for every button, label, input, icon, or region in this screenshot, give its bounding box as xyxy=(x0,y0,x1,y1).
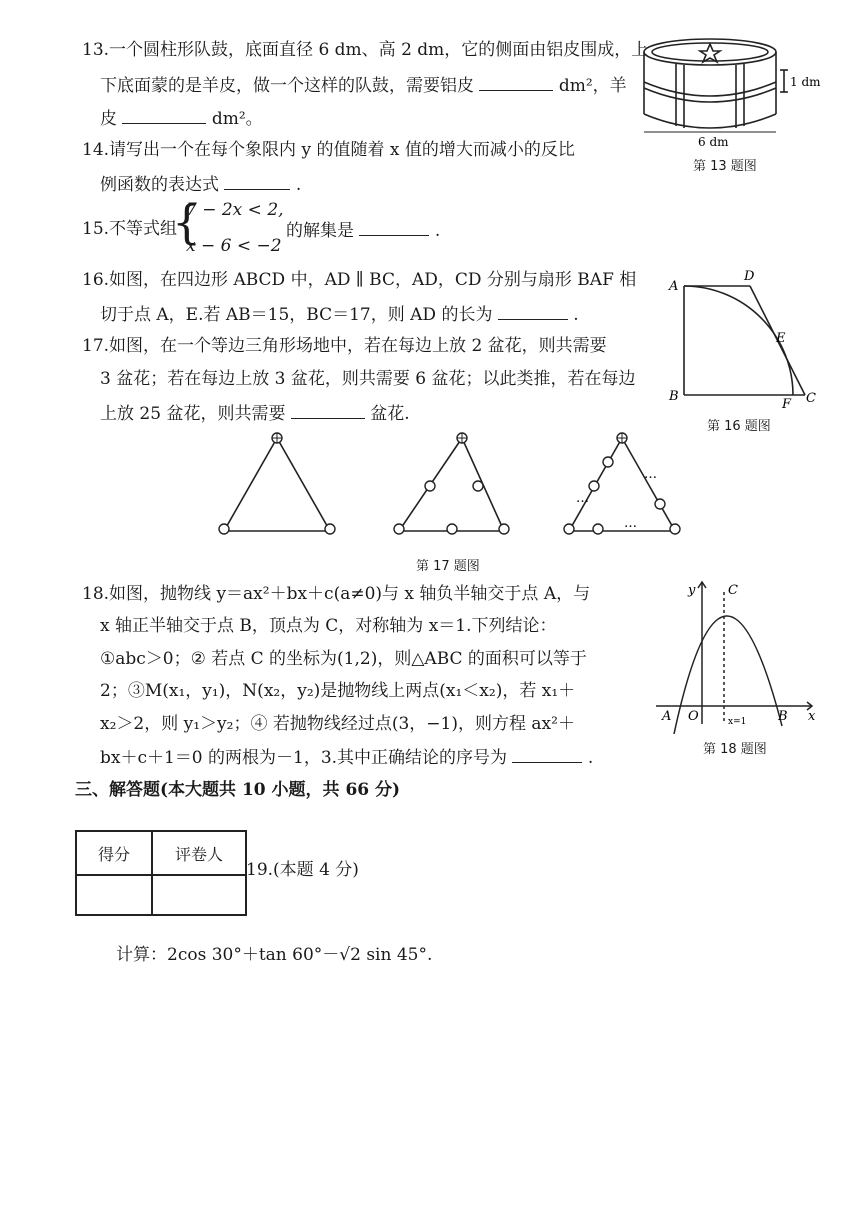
q18-end: . xyxy=(587,748,594,768)
q15-suffix-line xyxy=(286,219,440,241)
q18-caption: 第 18 题图 xyxy=(703,742,767,757)
q13-line3-unit: dm²。 xyxy=(211,109,263,129)
q17-flower xyxy=(219,524,229,534)
q16-label-B: B xyxy=(669,389,679,404)
q17-flower xyxy=(655,499,665,509)
q13-line2-unit: dm²，羊 xyxy=(558,76,627,96)
q18-label-y: y xyxy=(688,583,696,598)
q17-line2: 3 盆花；若在每边上放 3 盆花，则共需要 6 盆花；以此类推，若在每边 xyxy=(100,369,636,389)
q14-line2-text: 例函数的表达式 xyxy=(100,175,219,195)
q18-label-A: A xyxy=(662,709,672,724)
q17-ellipsis-right: … xyxy=(644,467,657,482)
q16-label-E: E xyxy=(776,331,786,346)
q17-ellipsis-bottom: … xyxy=(624,516,637,531)
q17-ellipsis-left: … xyxy=(576,491,589,506)
q13-diameter-label: 6 dm xyxy=(698,135,729,146)
q15-end: . xyxy=(434,221,441,241)
q18-label-x: x xyxy=(808,709,816,724)
q14-answer-blank[interactable] xyxy=(224,173,290,190)
q17-flower xyxy=(447,524,457,534)
q18-axis-label: x=1 xyxy=(728,717,747,727)
q13-line1: 13.一个圆柱形队鼓，底面直径 6 dm、高 2 dm，它的侧面由铝皮围成，上 xyxy=(82,40,649,60)
q17-answer-blank[interactable] xyxy=(291,402,365,419)
q16-line2-text: 切于点 A，E.若 AB＝15，BC＝17，则 AD 的长为 xyxy=(100,305,493,325)
q16-label-C: C xyxy=(806,391,816,406)
q15-ineq-2: x − 6 < −2 xyxy=(186,236,282,256)
q13-caption: 第 13 题图 xyxy=(693,159,757,174)
q18-line1: 18.如图，抛物线 y＝ax²＋bx＋c(a≠0)与 x 轴负半轴交于点 A，与 xyxy=(82,584,591,604)
q18-line6-text: bx＋c＋1＝0 的两根为－1，3.其中正确结论的序号为 xyxy=(100,748,508,768)
q13-line2 xyxy=(100,74,627,96)
q16-end: . xyxy=(573,305,579,325)
q15-suffix: 的解集是 xyxy=(286,221,354,241)
q17-flower xyxy=(593,524,603,534)
q17-flower xyxy=(564,524,574,534)
q17-line3-text: 上放 25 盆花，则共需要 xyxy=(100,404,286,424)
q16-answer-blank[interactable] xyxy=(498,303,568,320)
q17-line1: 17.如图，在一个等边三角形场地中，若在每边上放 2 盆花，则共需要 xyxy=(82,336,607,356)
q16-label-A: A xyxy=(669,279,679,294)
q19-calc: 计算：2cos 30°＋tan 60°－√2 sin 45°. xyxy=(116,945,433,965)
q13-line2-text: 下底面蒙的是羊皮，做一个这样的队鼓，需要铝皮 xyxy=(100,76,474,96)
q13-line3-text: 皮 xyxy=(100,109,117,129)
score-header: 得分 xyxy=(76,831,152,875)
q13-drum-figure xyxy=(632,34,822,146)
q15-ineq-1: 7 − 2x < 2, xyxy=(186,200,284,220)
q14-line1: 14.请写出一个在每个象限内 y 的值随着 x 值的增大而减小的反比 xyxy=(82,140,575,160)
q15-prefix: 15.不等式组 xyxy=(82,219,178,239)
q17-flower xyxy=(394,524,404,534)
q17-triangle-3 xyxy=(569,438,675,531)
q17-flower xyxy=(473,481,483,491)
q17-figure xyxy=(212,426,692,546)
q18-line2: x 轴正半轴交于点 B，顶点为 C，对称轴为 x＝1.下列结论： xyxy=(100,616,557,636)
q17-flower xyxy=(325,524,335,534)
q18-line6 xyxy=(100,746,593,768)
q17-line3-end: 盆花. xyxy=(370,404,410,424)
q17-flower xyxy=(670,524,680,534)
q18-line3: ①abc＞0；② 若点 C 的坐标为(1,2)，则△ABC 的面积可以等于 xyxy=(100,649,587,669)
q17-flower xyxy=(499,524,509,534)
q18-line5: x₂＞2，则 y₁＞y₂；④ 若抛物线经过点(3，−1)，则方程 ax²＋ xyxy=(100,714,575,734)
grader-header: 评卷人 xyxy=(152,831,246,875)
q19-title: 19.(本题 4 分) xyxy=(246,860,359,880)
q13-answer-blank-1[interactable] xyxy=(479,74,553,91)
q16-line1: 16.如图，在四边形 ABCD 中，AD ∥ BC，AD，CD 分别与扇形 BAF 相 xyxy=(82,270,637,290)
q13-height-label: 1 dm xyxy=(790,75,821,89)
q17-flower xyxy=(589,481,599,491)
q17-flower xyxy=(425,481,435,491)
grader-cell[interactable] xyxy=(152,875,246,915)
q18-label-B: B xyxy=(778,709,788,724)
q15-brace: { xyxy=(172,195,202,249)
q13-line3 xyxy=(100,107,263,129)
q17-triangle-1 xyxy=(224,438,330,531)
q18-label-C: C xyxy=(728,583,738,598)
q18-parabola-figure xyxy=(652,574,822,734)
q17-caption: 第 17 题图 xyxy=(416,559,480,574)
q18-label-O: O xyxy=(688,709,699,724)
score-table xyxy=(75,830,247,916)
q16-line2 xyxy=(100,303,579,325)
section3-title: 三、解答题(本大题共 10 小题，共 66 分) xyxy=(75,780,401,800)
q17-flower xyxy=(603,457,613,467)
q16-label-F: F xyxy=(782,397,792,410)
q16-caption: 第 16 题图 xyxy=(707,419,771,434)
q14-end: . xyxy=(295,175,302,195)
q14-line2 xyxy=(100,173,301,195)
q16-figure xyxy=(660,260,820,410)
q16-label-D: D xyxy=(744,269,755,284)
q18-line4: 2；③M(x₁，y₁)，N(x₂，y₂)是抛物线上两点(x₁＜x₂)，若 x₁＋ xyxy=(100,681,576,701)
q18-answer-blank[interactable] xyxy=(512,746,582,763)
q17-line3 xyxy=(100,402,410,424)
q13-answer-blank-2[interactable] xyxy=(122,107,206,124)
q17-triangle-2 xyxy=(399,438,504,531)
q15-answer-blank[interactable] xyxy=(359,219,429,236)
score-cell[interactable] xyxy=(76,875,152,915)
